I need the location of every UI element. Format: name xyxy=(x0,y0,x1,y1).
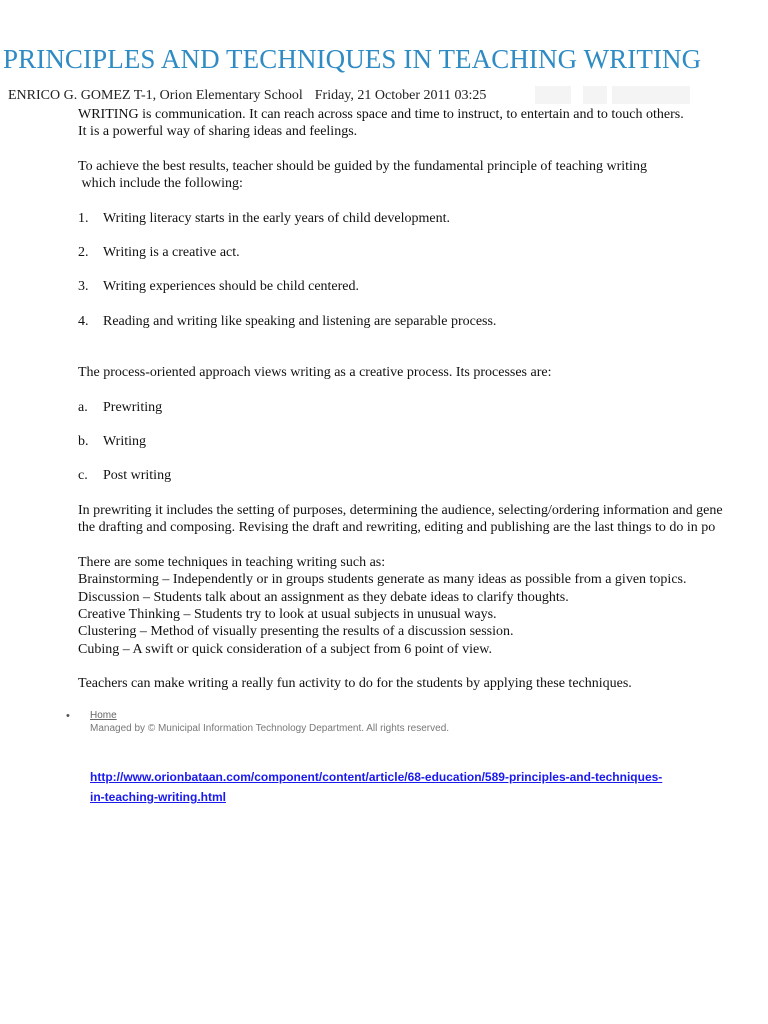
process-intro: The process-oriented approach views writing as a creative process. Its processes are: xyxy=(78,365,552,381)
intro-line: WRITING is communication. It can reach across space and time to instruct, to entertain and to touch others. xyxy=(78,107,684,122)
principle-item: 2. Writing is a creative act. xyxy=(78,245,240,261)
page-title: PRINCIPLES AND TECHNIQUES IN TEACHING WRITING xyxy=(3,44,702,74)
faded-toolbar-box xyxy=(535,86,571,104)
bullet-icon: • xyxy=(66,710,70,722)
article-byline xyxy=(8,88,486,104)
copyright-notice: Managed by © Municipal Information Technology Department. All rights reserved. xyxy=(90,723,450,734)
source-url-line[interactable]: http://www.orionbataan.com/component/content/article/68-education/589-principles-and-techniques- xyxy=(90,770,663,784)
source-url-link[interactable] xyxy=(90,767,690,807)
principle-item: 4. Reading and writing like speaking and listening are separable process. xyxy=(78,313,497,329)
publish-date: Friday, 21 October 2011 03:25 xyxy=(314,88,487,103)
technique-item: Creative Thinking – Students try to look at usual subjects in unusual ways. xyxy=(78,606,497,622)
intro-line: It is a powerful way of sharing ideas and feelings. xyxy=(78,124,358,140)
process-item: c. Post writing xyxy=(78,468,172,484)
faded-toolbar-box xyxy=(612,86,690,104)
techniques-intro: There are some techniques in teaching writing such as: xyxy=(78,554,386,570)
principle-intro: which include the following: xyxy=(78,176,243,192)
author-name: ENRICO G. GOMEZ T-1, Orion Elementary School xyxy=(8,88,303,103)
process-item: a. Prewriting xyxy=(78,399,163,415)
technique-item: Brainstorming – Independently or in groups students generate as many ideas as possible from a given topics. xyxy=(78,572,687,588)
prewriting-paragraph: the drafting and composing. Revising the draft and rewriting, editing and publishing are the last things to do in po xyxy=(78,520,716,536)
article-body xyxy=(78,106,768,693)
principle-item: 1. Writing literacy starts in the early years of child development. xyxy=(78,210,450,226)
technique-item: Cubing – A swift or quick consideration of a subject from 6 point of view. xyxy=(78,641,492,657)
principle-intro: To achieve the best results, teacher should be guided by the fundamental principle of teaching writing xyxy=(78,158,647,174)
process-item: b. Writing xyxy=(78,434,146,450)
source-url-line[interactable]: in-teaching-writing.html xyxy=(90,790,226,804)
prewriting-paragraph: In prewriting it includes the setting of purposes, determining the audience, selecting/ordering information and gene xyxy=(78,502,723,518)
technique-item: Clustering – Method of visually presenting the results of a discussion session. xyxy=(78,624,514,640)
technique-item: Discussion – Students talk about an assignment as they debate ideas to clarify thoughts. xyxy=(78,589,569,605)
home-link[interactable]: Home xyxy=(90,710,117,721)
principle-item: 3. Writing experiences should be child centered. xyxy=(78,279,360,295)
faded-toolbar-box xyxy=(583,86,607,104)
closing-line: Teachers can make writing a really fun activity to do for the students by applying these techniques. xyxy=(78,676,632,692)
